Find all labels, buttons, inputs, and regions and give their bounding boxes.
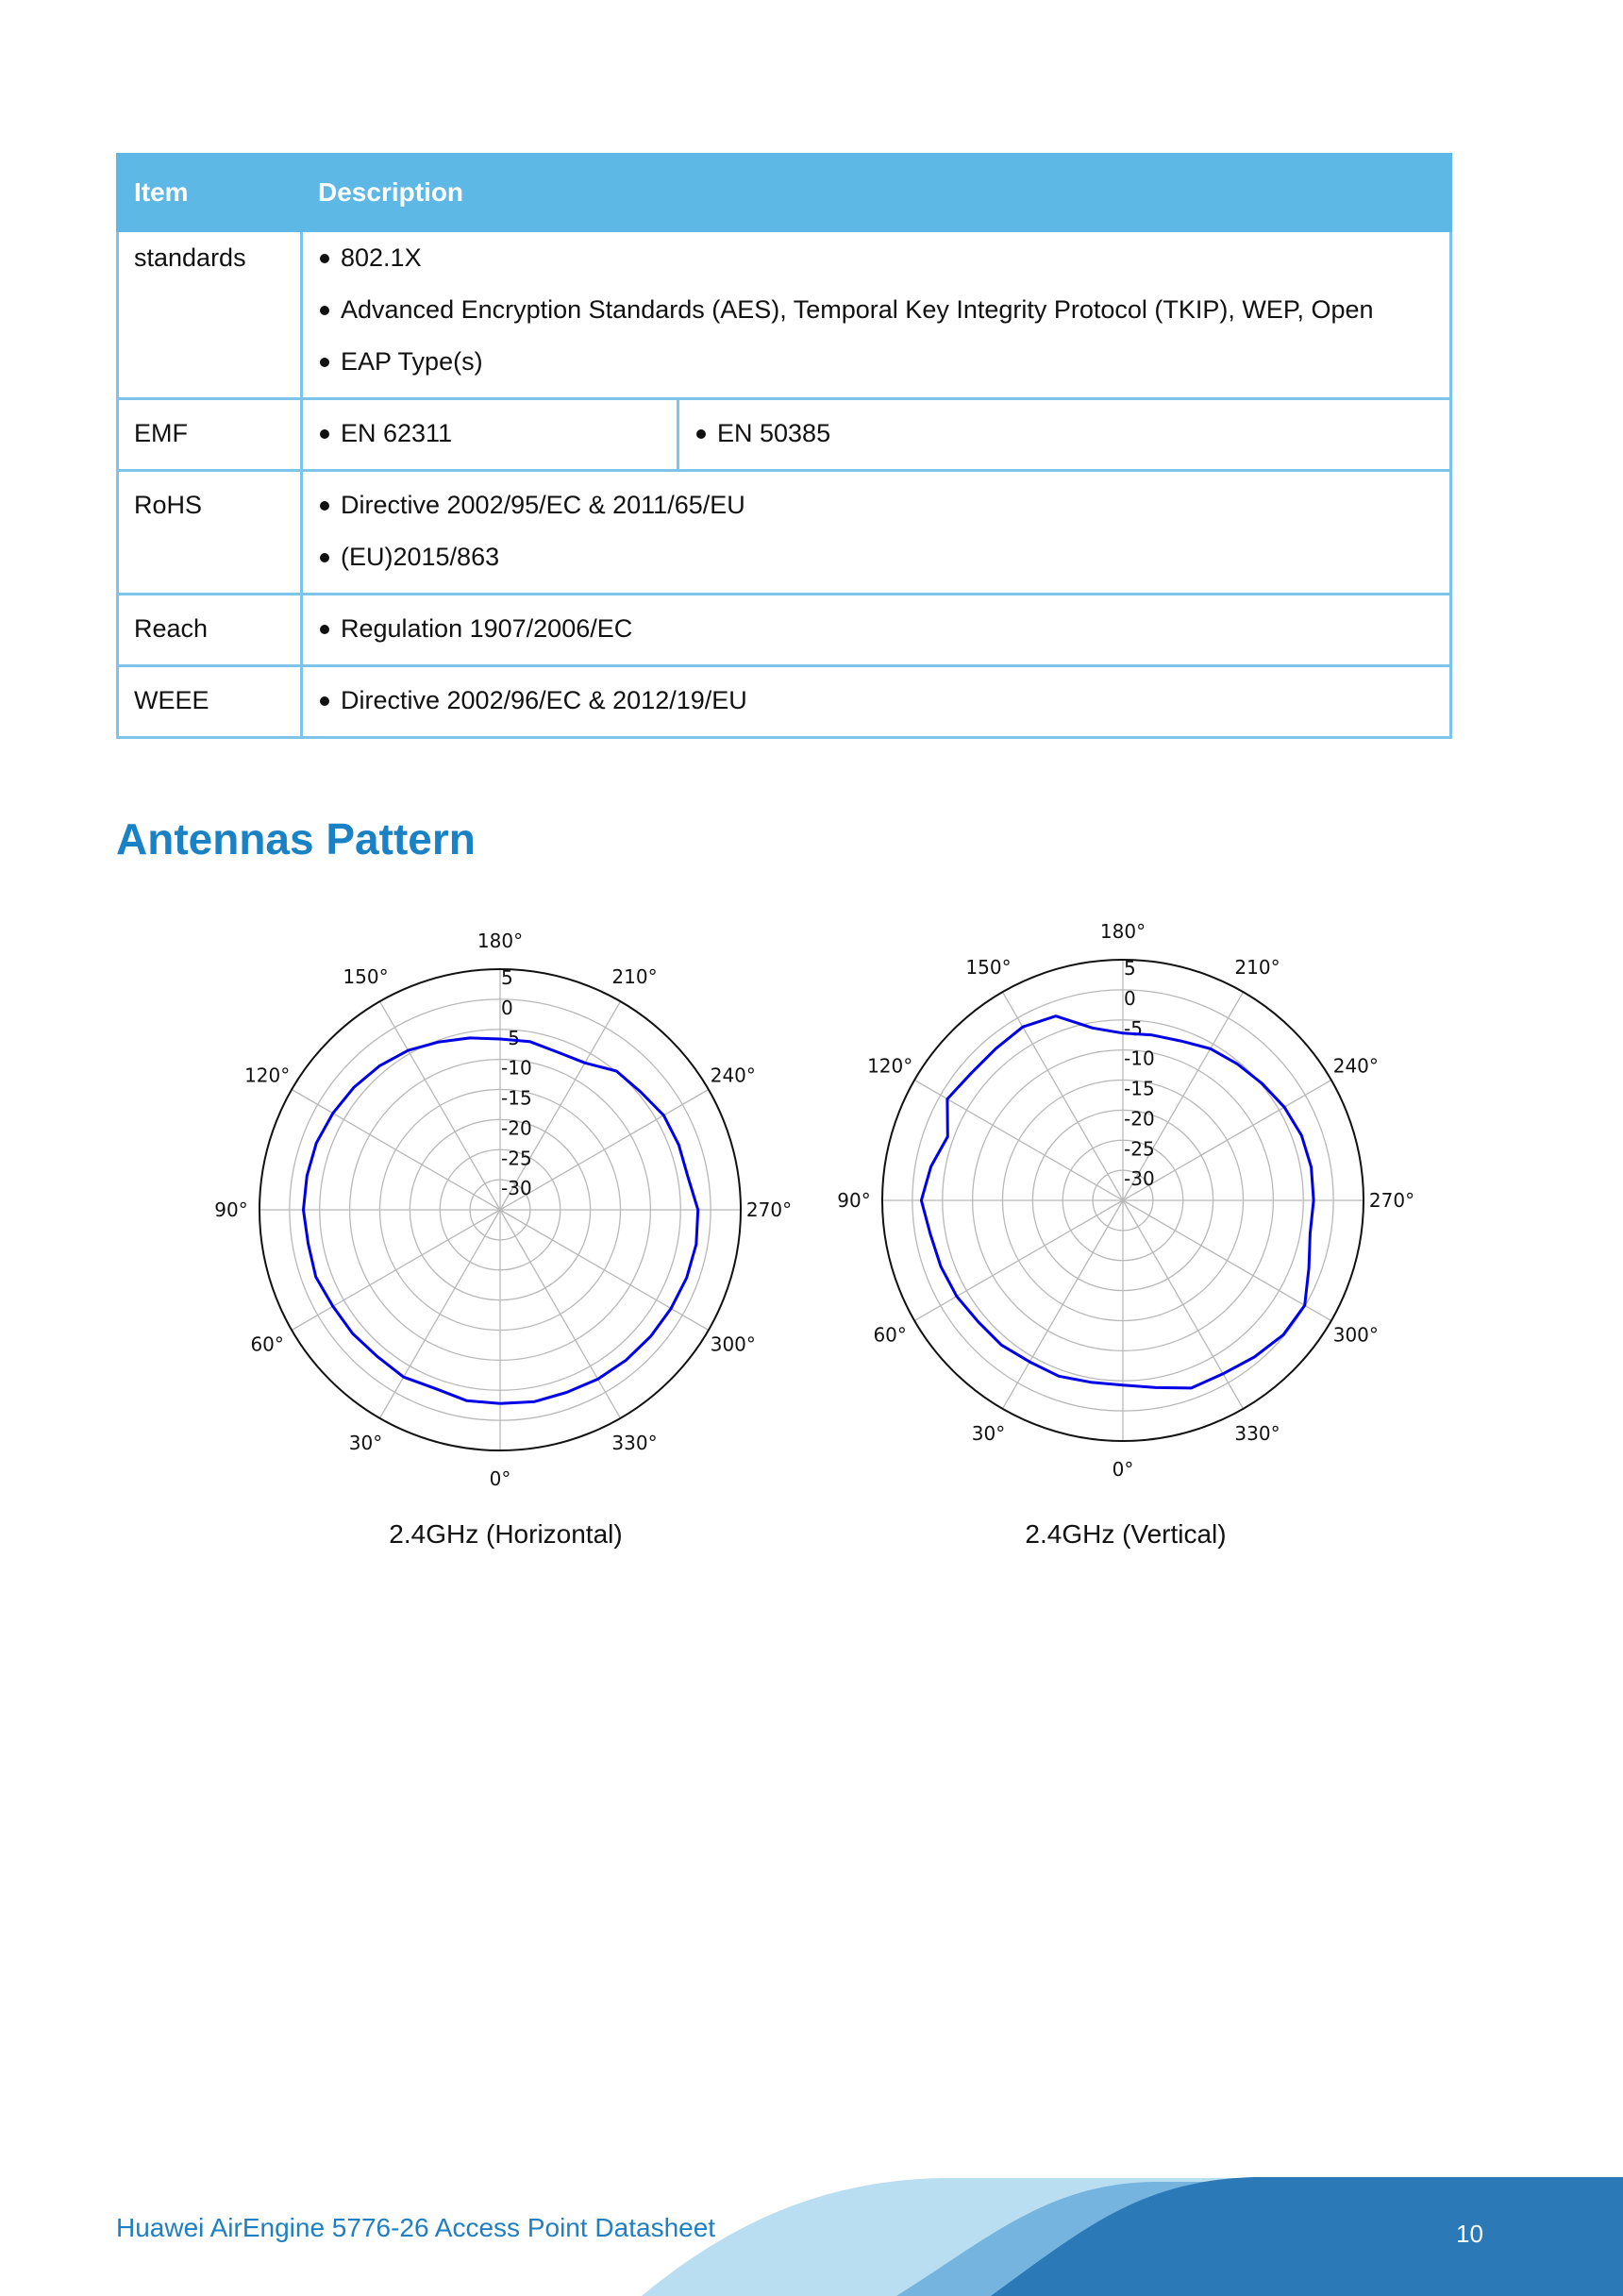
angle-label: 30° <box>348 1431 383 1454</box>
grid-spoke <box>1123 1200 1244 1409</box>
grid-spoke <box>292 1210 500 1331</box>
bullet-icon <box>320 696 329 706</box>
row-label-standards: standards <box>118 231 302 399</box>
grid-spoke <box>500 1210 709 1331</box>
footer-document-title: Huawei AirEngine 5776-26 Access Point Datasheet <box>116 2213 716 2242</box>
list-item <box>318 336 1434 388</box>
row-value-weee <box>302 666 1451 738</box>
radial-tick-label: -5 <box>1124 1016 1143 1040</box>
bullet-icon <box>320 254 329 263</box>
list-item-text: Regulation 1907/2006/EC <box>341 614 633 643</box>
angle-label: 180° <box>1099 920 1146 943</box>
radial-tick-label: -20 <box>501 1116 532 1140</box>
angle-label: 240° <box>1332 1054 1379 1078</box>
grid-spoke <box>1123 1200 1331 1321</box>
radial-tick-label: -30 <box>1124 1167 1155 1191</box>
angle-label: 0° <box>489 1467 511 1490</box>
list-item-text: Directive 2002/95/EC & 2011/65/EU <box>341 491 745 519</box>
angle-label: 210° <box>1234 956 1280 980</box>
bullet-icon <box>320 429 329 439</box>
chart-caption-vertical: 2.4GHz (Vertical) <box>1025 1519 1227 1549</box>
row-label-reach: Reach <box>118 595 302 666</box>
angle-label: 120° <box>244 1064 291 1087</box>
list-item <box>318 479 1434 531</box>
angle-label: 180° <box>477 930 524 952</box>
grid-spoke <box>914 1200 1123 1321</box>
angle-label: 0° <box>1112 1458 1134 1481</box>
row-label-emf: EMF <box>118 399 302 471</box>
table-row-weee <box>118 666 1451 738</box>
grid-spoke <box>380 1001 501 1210</box>
list-item <box>318 531 1434 583</box>
angle-label: 120° <box>867 1054 913 1078</box>
table-header-row <box>118 155 1451 231</box>
table-row-emf <box>118 399 1451 471</box>
spec-table <box>116 153 1452 739</box>
row-value-rohs <box>302 471 1451 595</box>
row-label-weee: WEEE <box>118 666 302 738</box>
radial-tick-label: -10 <box>1124 1047 1155 1070</box>
angle-label: 210° <box>611 965 658 989</box>
list-item-text: 802.1X <box>341 243 422 272</box>
page-number: 10 <box>1456 2220 1483 2248</box>
grid-spoke <box>380 1210 501 1418</box>
grid-spoke <box>292 1090 500 1211</box>
header-item: Item <box>118 155 302 231</box>
chart-caption-horizontal: 2.4GHz (Horizontal) <box>389 1519 623 1549</box>
angle-label: 30° <box>971 1421 1006 1445</box>
polar-chart-horizontal <box>189 906 812 1500</box>
table-row-standards <box>118 231 1451 399</box>
radial-tick-label: -10 <box>501 1056 532 1080</box>
list-item <box>318 675 1434 727</box>
angle-label: 330° <box>1234 1421 1280 1445</box>
angle-label: 90° <box>837 1189 871 1212</box>
angle-label: 300° <box>1332 1323 1379 1347</box>
angle-label: 270° <box>1368 1189 1415 1212</box>
table-row-rohs <box>118 471 1451 595</box>
angle-label: 60° <box>250 1332 284 1356</box>
header-description: Description <box>302 155 1451 231</box>
bullet-icon <box>320 553 329 562</box>
angle-label: 240° <box>710 1064 756 1087</box>
radial-tick-label: -20 <box>1124 1107 1155 1131</box>
bullet-icon <box>320 501 329 511</box>
grid-spoke <box>1003 992 1124 1200</box>
row-value-emf-2 <box>678 399 1451 471</box>
list-item-text: Advanced Encryption Standards (AES), Temporal Key Integrity Protocol (TKIP), WEP, Open <box>341 295 1374 324</box>
list-item-text: Directive 2002/96/EC & 2012/19/EU <box>341 686 747 714</box>
angle-label: 300° <box>710 1332 756 1356</box>
angle-label: 90° <box>214 1198 248 1221</box>
radial-tick-label: -25 <box>1124 1137 1155 1161</box>
radial-tick-label: 5 <box>501 966 513 989</box>
list-item-text: EN 62311 <box>341 419 453 447</box>
radial-tick-label: -15 <box>1124 1077 1155 1100</box>
list-item <box>318 603 1434 655</box>
section-title: Antennas Pattern <box>116 814 476 863</box>
list-item <box>318 232 1434 284</box>
list-item-text: (EU)2015/863 <box>341 543 500 571</box>
row-label-rohs: RoHS <box>118 471 302 595</box>
radial-tick-label: -30 <box>501 1177 532 1200</box>
angle-label: 150° <box>965 956 1012 980</box>
bullet-icon <box>696 429 706 439</box>
list-item-text: EN 50385 <box>717 419 831 447</box>
angle-label: 330° <box>611 1431 658 1454</box>
radial-tick-label: 0 <box>1124 986 1136 1010</box>
pattern-series-line <box>921 1016 1313 1388</box>
angle-label: 270° <box>745 1198 793 1221</box>
list-item <box>318 284 1434 336</box>
radial-tick-label: 5 <box>1124 957 1136 980</box>
radial-tick-label: -5 <box>501 1026 520 1049</box>
radial-tick-label: -15 <box>501 1086 532 1110</box>
polar-chart-vertical <box>812 897 1434 1491</box>
row-value-reach <box>302 595 1451 666</box>
radial-tick-label: 0 <box>501 996 513 1019</box>
table-row-reach <box>118 595 1451 666</box>
bullet-icon <box>320 306 329 315</box>
row-value-emf-1 <box>302 399 678 471</box>
list-item <box>694 408 1434 460</box>
angle-label: 150° <box>343 965 389 989</box>
angle-label: 60° <box>873 1323 907 1347</box>
list-item-text: EAP Type(s) <box>341 347 483 376</box>
list-item <box>318 408 661 460</box>
bullet-icon <box>320 625 329 634</box>
bullet-icon <box>320 358 329 367</box>
grid-spoke <box>500 1210 621 1418</box>
row-value-standards <box>302 231 1451 399</box>
radial-tick-label: -25 <box>501 1147 532 1170</box>
